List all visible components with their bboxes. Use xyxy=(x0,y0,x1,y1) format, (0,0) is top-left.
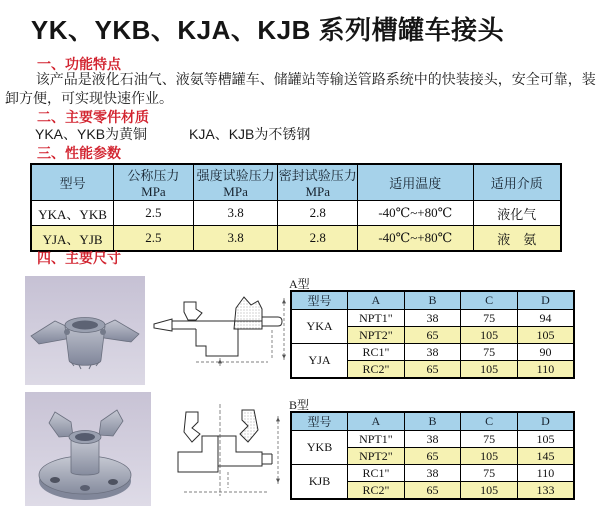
dim-a-header-row xyxy=(291,291,574,310)
dim-cell: 110 xyxy=(517,465,574,482)
dim-cell: 94 xyxy=(517,310,574,327)
dim-cell: 105 xyxy=(517,431,574,448)
dim-cell: NPT1" xyxy=(348,431,405,448)
coupling-photo-a xyxy=(25,276,145,385)
table-row xyxy=(291,431,574,448)
table-row xyxy=(291,344,574,361)
dim-cell: 105 xyxy=(461,482,518,500)
dim-cell: 105 xyxy=(461,361,518,379)
drawing-type-b xyxy=(166,400,286,500)
table-row xyxy=(31,201,561,226)
dim-cell: NPT2" xyxy=(348,327,405,344)
dim-cell: 38 xyxy=(404,344,461,361)
dim-model-cell: KJB xyxy=(291,465,348,500)
perf-cell: 2.8 xyxy=(278,201,358,226)
perf-cell: 液 氨 xyxy=(473,226,561,252)
dim-cell: 133 xyxy=(517,482,574,500)
dim-header-model: 型号 xyxy=(291,291,348,310)
perf-header-model: 型号 xyxy=(31,164,114,201)
dim-cell: NPT1" xyxy=(348,310,405,327)
table-row xyxy=(291,310,574,327)
dim-header-c: C xyxy=(461,291,518,310)
dim-model-cell: YKB xyxy=(291,431,348,465)
section-heading-features: 一、功能特点 xyxy=(37,56,121,72)
perf-cell: -40℃~+80℃ xyxy=(357,226,473,252)
materials-text: YKA、YKB为黄铜 KJA、KJB为不锈钢 xyxy=(35,126,311,142)
dim-cell: 75 xyxy=(461,310,518,327)
dim-cell: 75 xyxy=(461,431,518,448)
section-heading-materials: 二、主要零件材质 xyxy=(37,109,149,125)
drawing-type-a xyxy=(150,288,288,372)
perf-cell: 液化气 xyxy=(473,201,561,226)
table-a-label: A型 xyxy=(289,277,310,291)
dim-header-c: C xyxy=(461,412,518,431)
perf-cell: -40℃~+80℃ xyxy=(357,201,473,226)
dim-b-header-row xyxy=(291,412,574,431)
dim-cell: 105 xyxy=(461,448,518,465)
dim-cell: 38 xyxy=(404,465,461,482)
dim-cell: 65 xyxy=(404,482,461,500)
perf-cell: 2.8 xyxy=(278,226,358,252)
perf-header-medium: 适用介质 xyxy=(473,164,561,201)
perf-cell: 3.8 xyxy=(193,226,278,252)
dimension-table-b xyxy=(290,411,575,500)
dim-header-a: A xyxy=(348,412,405,431)
perf-header-temp: 适用温度 xyxy=(357,164,473,201)
feature-description: 该产品是液化石油气、液氨等槽罐车、储罐站等输送管路系统中的快装接头，安全可靠，装卸方便，可实现快速作业。 xyxy=(5,71,596,106)
dimension-table-a xyxy=(290,290,575,379)
dim-header-d: D xyxy=(517,412,574,431)
page-title: YK、YKB、KJA、KJB 系列槽罐车接头 xyxy=(30,15,505,45)
dim-cell: 110 xyxy=(517,361,574,379)
dim-cell: 90 xyxy=(517,344,574,361)
coupling-photo-b xyxy=(25,392,151,506)
dim-header-d: D xyxy=(517,291,574,310)
dim-cell: RC2" xyxy=(348,361,405,379)
dim-cell: NPT2" xyxy=(348,448,405,465)
dim-cell: RC1" xyxy=(348,344,405,361)
dim-cell: 65 xyxy=(404,327,461,344)
perf-cell: 2.5 xyxy=(114,226,194,252)
performance-header-row xyxy=(31,164,561,201)
dim-header-b: B xyxy=(404,412,461,431)
dim-cell: 38 xyxy=(404,431,461,448)
perf-cell: 3.8 xyxy=(193,201,278,226)
perf-header-seal: 密封试验压力MPa xyxy=(278,164,358,201)
dim-cell: 65 xyxy=(404,448,461,465)
section-heading-performance: 三、性能参数 xyxy=(37,145,121,161)
dim-header-b: B xyxy=(404,291,461,310)
dim-cell: RC2" xyxy=(348,482,405,500)
dim-header-model: 型号 xyxy=(291,412,348,431)
dim-cell: 145 xyxy=(517,448,574,465)
perf-cell: YJA、YJB xyxy=(31,226,114,252)
dim-cell: RC1" xyxy=(348,465,405,482)
section-heading-dimensions: 四、主要尺寸 xyxy=(37,250,121,266)
performance-table xyxy=(30,163,562,252)
table-b-label: B型 xyxy=(289,398,310,412)
dim-cell: 105 xyxy=(517,327,574,344)
perf-header-strength: 强度试验压力MPa xyxy=(193,164,278,201)
dim-cell: 75 xyxy=(461,344,518,361)
dim-model-cell: YJA xyxy=(291,344,348,379)
dim-model-cell: YKA xyxy=(291,310,348,344)
perf-cell: YKA、YKB xyxy=(31,201,114,226)
perf-cell: 2.5 xyxy=(114,201,194,226)
dim-cell: 105 xyxy=(461,327,518,344)
table-row xyxy=(291,465,574,482)
dim-cell: 75 xyxy=(461,465,518,482)
dim-cell: 38 xyxy=(404,310,461,327)
perf-header-nominal: 公称压力 MPa xyxy=(114,164,194,201)
dim-header-a: A xyxy=(348,291,405,310)
dim-cell: 65 xyxy=(404,361,461,379)
